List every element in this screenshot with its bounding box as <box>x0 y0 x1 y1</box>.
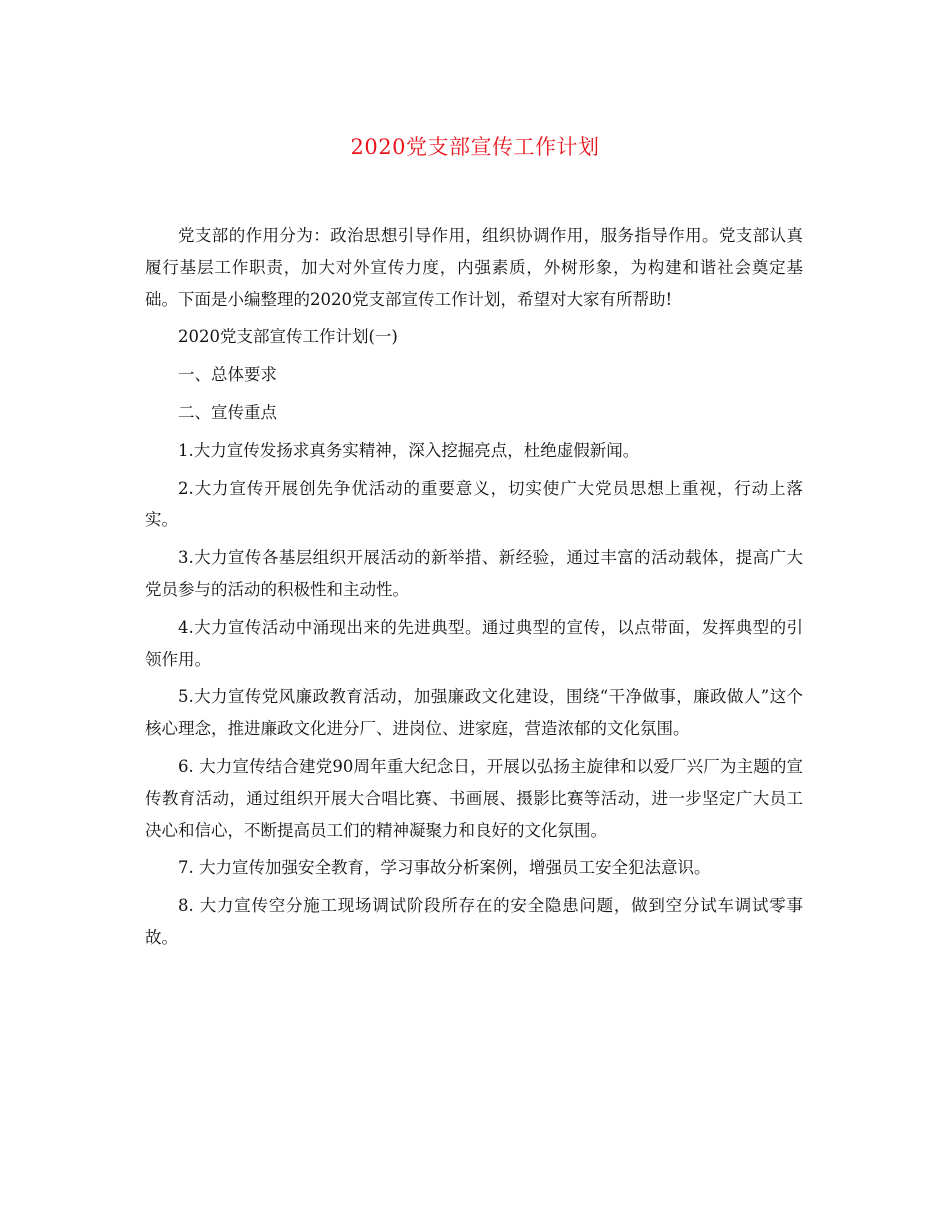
list-item: 2.大力宣传开展创先争优活动的重要意义，切实使广大党员思想上重视，行动上落实。 <box>145 478 803 530</box>
list-item: 4.大力宣传活动中涌现出来的先进典型。通过典型的宣传，以点带面，发挥典型的引领作用。 <box>145 617 803 669</box>
intro-paragraph: 党支部的作用分为：政治思想引导作用，组织协调作用，服务指导作用。党支部认真履行基层工作职责，加大对外宣传力度，内强素质，外树形象，为构建和谐社会奠定基础。下面是小编整理的2020党支部宣传工作计划，希望对大家有所帮助! <box>145 226 803 309</box>
section-heading: 2020党支部宣传工作计划(一) <box>178 327 398 347</box>
list-item: 3.大力宣传各基层组织开展活动的新举措、新经验，通过丰富的活动载体，提高广大党员参与的活动的积极性和主动性。 <box>145 548 803 599</box>
list-item: 6. 大力宣传结合建党90周年重大纪念日，开展以弘扬主旋律和以爱厂兴厂为主题的宣传教育活动，通过组织开展大合唱比赛、书画展、摄影比赛等活动，进一步坚定广大员工决心和信心，不断提高员工们的精神凝聚力和良好的文化氛围。 <box>145 756 803 840</box>
list-item: 8. 大力宣传空分施工现场调试阶段所存在的安全隐患问题，做到空分试车调试零事故。 <box>145 896 803 947</box>
list-item: 7. 大力宣传加强安全教育，学习事故分析案例，增强员工安全犯法意识。 <box>178 858 711 878</box>
list-item: 1.大力宣传发扬求真务实精神，深入挖掘亮点，杜绝虚假新闻。 <box>178 440 640 460</box>
subheading-general-requirements: 一、总体要求 <box>178 365 277 385</box>
list-item: 5.大力宣传党风廉政教育活动，加强廉政文化建设，围绕“干净做事，廉政做人”这个核心理念，推进廉政文化进分厂、进岗位、进家庭，营造浓郁的文化氛围。 <box>145 687 803 739</box>
document-title: 2020党支部宣传工作计划 <box>350 135 600 159</box>
document-body <box>145 220 803 960</box>
subheading-key-points: 二、宣传重点 <box>178 402 277 422</box>
